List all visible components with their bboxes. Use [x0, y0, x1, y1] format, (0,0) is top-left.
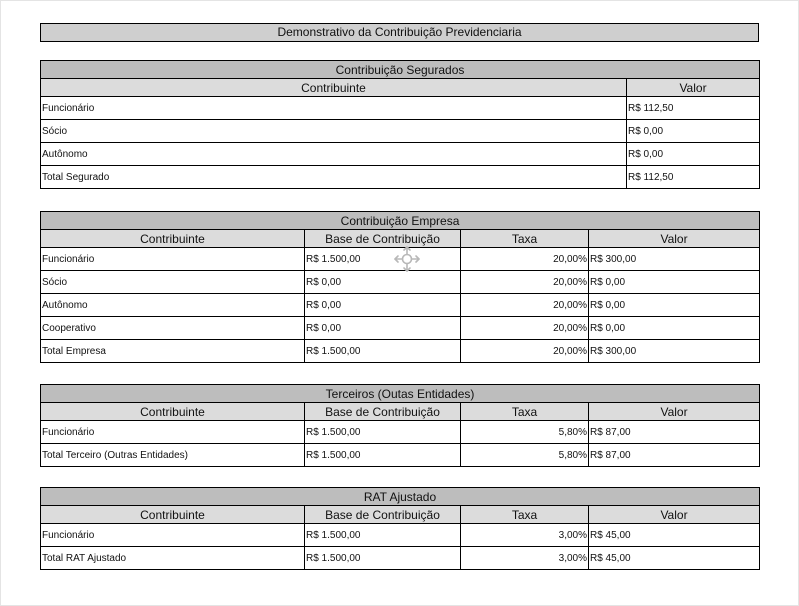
valor-cell: R$ 87,00	[589, 444, 760, 467]
contribuinte-cell: Total Segurado	[41, 166, 627, 189]
column-header: Base de Contribuição	[305, 506, 461, 524]
section-title: Terceiros (Outas Entidades)	[41, 385, 760, 403]
section-title: Contribuição Segurados	[41, 61, 760, 79]
column-header: Taxa	[461, 230, 589, 248]
valor-cell: R$ 0,00	[627, 143, 760, 166]
header-row	[41, 506, 760, 524]
valor-cell: R$ 45,00	[589, 547, 760, 570]
base-cell: R$ 0,00	[305, 271, 461, 294]
table-row	[41, 524, 760, 547]
base-cell: R$ 1.500,00	[305, 248, 461, 271]
column-header: Contribuinte	[41, 79, 627, 97]
base-cell: R$ 1.500,00	[305, 340, 461, 363]
valor-cell: R$ 0,00	[589, 317, 760, 340]
segurados-table	[40, 60, 760, 189]
contribuinte-cell: Sócio	[41, 120, 627, 143]
valor-cell: R$ 300,00	[589, 340, 760, 363]
valor-cell: R$ 112,50	[627, 166, 760, 189]
valor-cell: R$ 87,00	[589, 421, 760, 444]
valor-cell: R$ 0,00	[627, 120, 760, 143]
contribuinte-cell: Sócio	[41, 271, 305, 294]
empresa-table	[40, 211, 760, 363]
column-header: Valor	[589, 506, 760, 524]
valor-cell: R$ 112,50	[627, 97, 760, 120]
base-cell: R$ 1.500,00	[305, 547, 461, 570]
contribuinte-cell: Autônomo	[41, 294, 305, 317]
taxa-cell: 3,00%	[461, 524, 589, 547]
taxa-cell: 20,00%	[461, 271, 589, 294]
valor-cell: R$ 300,00	[589, 248, 760, 271]
table-row	[41, 143, 760, 166]
valor-cell: R$ 0,00	[589, 271, 760, 294]
taxa-cell: 20,00%	[461, 248, 589, 271]
contribuinte-cell: Total Terceiro (Outras Entidades)	[41, 444, 305, 467]
terceiros-table	[40, 384, 760, 467]
valor-cell: R$ 0,00	[589, 294, 760, 317]
table-row	[41, 421, 760, 444]
base-cell: R$ 1.500,00	[305, 421, 461, 444]
total-row	[41, 547, 760, 570]
taxa-cell: 3,00%	[461, 547, 589, 570]
column-header: Taxa	[461, 506, 589, 524]
valor-cell: R$ 45,00	[589, 524, 760, 547]
base-cell: R$ 0,00	[305, 317, 461, 340]
total-row	[41, 166, 760, 189]
column-header: Contribuinte	[41, 230, 305, 248]
table-row	[41, 294, 760, 317]
total-row	[41, 444, 760, 467]
document-title: Demonstrativo da Contribuição Previdenciaria	[40, 23, 759, 42]
taxa-cell: 5,80%	[461, 421, 589, 444]
section-title: Contribuição Empresa	[41, 212, 760, 230]
column-header: Valor	[589, 403, 760, 421]
rat-table	[40, 487, 760, 570]
contribuinte-cell: Total RAT Ajustado	[41, 547, 305, 570]
column-header: Taxa	[461, 403, 589, 421]
total-row	[41, 340, 760, 363]
table-row	[41, 120, 760, 143]
column-header: Contribuinte	[41, 506, 305, 524]
base-cell: R$ 1.500,00	[305, 524, 461, 547]
contribuinte-cell: Total Empresa	[41, 340, 305, 363]
contribuinte-cell: Funcionário	[41, 524, 305, 547]
base-cell: R$ 0,00	[305, 294, 461, 317]
header-row	[41, 79, 760, 97]
contribuinte-cell: Funcionário	[41, 248, 305, 271]
column-header: Base de Contribuição	[305, 230, 461, 248]
taxa-cell: 20,00%	[461, 340, 589, 363]
taxa-cell: 20,00%	[461, 317, 589, 340]
contribuinte-cell: Autônomo	[41, 143, 627, 166]
base-cell: R$ 1.500,00	[305, 444, 461, 467]
column-header: Base de Contribuição	[305, 403, 461, 421]
column-header: Valor	[589, 230, 760, 248]
contribuinte-cell: Cooperativo	[41, 317, 305, 340]
section-title: RAT Ajustado	[41, 488, 760, 506]
table-row	[41, 97, 760, 120]
column-header: Valor	[627, 79, 760, 97]
header-row	[41, 403, 760, 421]
move-icon	[392, 244, 422, 274]
contribuinte-cell: Funcionário	[41, 421, 305, 444]
contribuinte-cell: Funcionário	[41, 97, 627, 120]
taxa-cell: 20,00%	[461, 294, 589, 317]
column-header: Contribuinte	[41, 403, 305, 421]
table-row	[41, 317, 760, 340]
taxa-cell: 5,80%	[461, 444, 589, 467]
